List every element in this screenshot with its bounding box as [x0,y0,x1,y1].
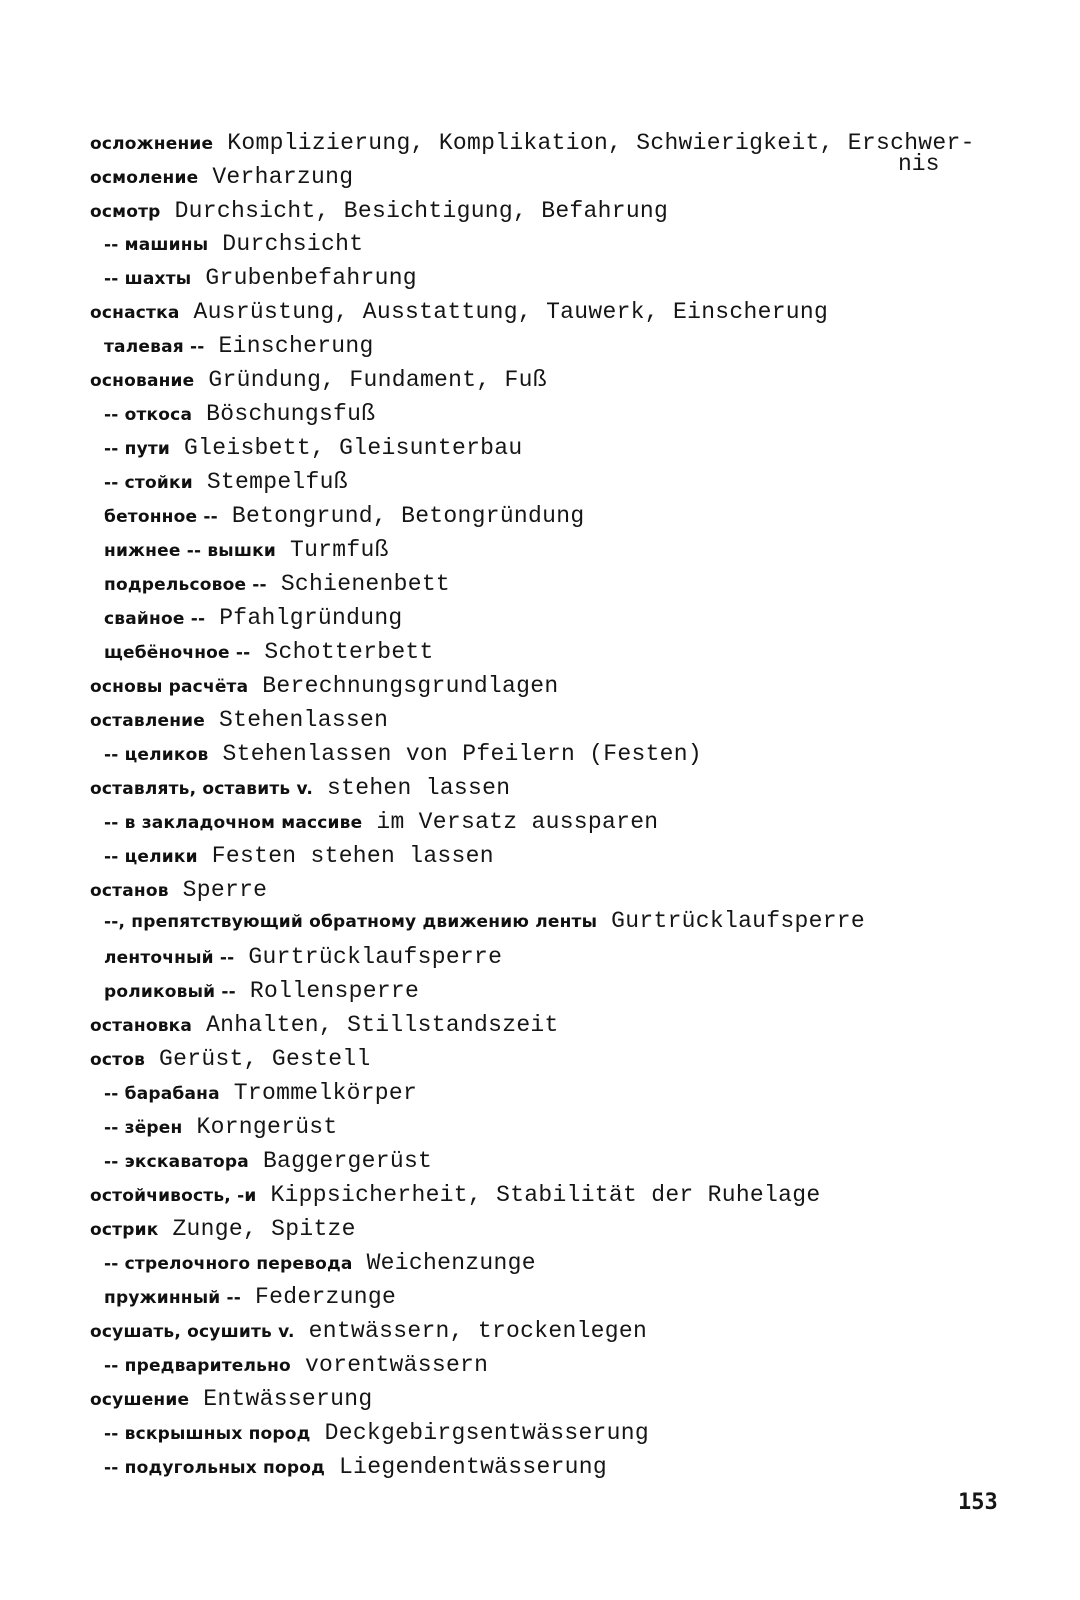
german-translation: Sperre [182,877,268,903]
entry [90,773,510,803]
german-translation: Einscherung [218,333,374,359]
subentry [104,1452,607,1482]
russian-term: основы расчёта [90,677,249,697]
entry [90,297,828,327]
russian-term: -- шахты [104,269,192,289]
german-translation: Betongrund, Betongründung [231,503,585,529]
entry [90,128,975,158]
entry [90,1316,647,1346]
german-translation: Durchsicht, Besichtigung, Befahrung [174,198,669,224]
subentry [104,807,658,837]
german-translation: Berechnungsgrundlagen [262,673,559,699]
russian-term: оснастка [90,303,180,323]
russian-term: осмоление [90,168,199,188]
russian-term: оставление [90,711,206,731]
russian-term: основание [90,371,195,391]
russian-term: -- в закладочном массиве [104,813,363,833]
german-translation: Gerüst, Gestell [159,1046,371,1072]
german-translation: Liegendentwässerung [339,1454,607,1480]
german-translation: Ausrüstung, Ausstattung, Tauwerk, Einscherung [193,299,829,325]
entry [90,1010,559,1040]
german-translation: Böschungsfuß [206,401,376,427]
russian-term: -- стойки [104,473,193,493]
german-translation: Deckgebirgsentwässerung [324,1420,649,1446]
subentry [104,569,450,599]
german-translation: Festen stehen lassen [211,843,494,869]
entry [90,1180,820,1210]
russian-term: -- зёрен [104,1118,183,1138]
subentry [104,535,389,565]
german-translation: Zunge, Spitze [172,1216,356,1242]
entry [90,671,558,701]
subentry [104,603,403,633]
russian-term: ленточный -- [104,948,235,968]
entry [90,1384,372,1414]
german-translation: Durchsicht [222,231,364,257]
german-translation: Baggergerüst [262,1148,433,1174]
russian-term: остойчивость, -и [90,1186,257,1206]
german-translation: Gründung, Fundament, Fuß [208,367,547,393]
russian-term: пружинный -- [104,1288,242,1308]
german-translation: stehen lassen [327,775,511,801]
russian-term: -- пути [104,439,171,459]
russian-term: роликовый -- [104,982,236,1002]
russian-term: -- подугольных пород [104,1458,326,1478]
russian-term: осмотр [90,202,161,222]
russian-term: остановка [90,1016,193,1036]
russian-term: -- вскрышных пород [104,1424,311,1444]
german-translation: Komplizierung, Komplikation, Schwierigkeit, Erschwer- [227,130,975,156]
subentry [104,906,865,936]
russian-term: осложнение [90,134,214,154]
german-translation: Grubenbefahrung [205,265,417,291]
russian-term: -- барабана [104,1084,220,1104]
entry [90,196,668,226]
subentry [104,976,419,1006]
german-translation: Verharzung [212,164,354,190]
german-translation: Schotterbett [264,639,434,665]
entry [90,1044,371,1074]
subentry [104,739,702,769]
russian-term: останов [90,881,169,901]
german-translation: Anhalten, Stillstandszeit [206,1012,559,1038]
german-translation: Korngerüst [196,1114,338,1140]
subentry [104,433,523,463]
page-number: 153 [958,1490,998,1515]
wrapped-fragment: nis [898,151,940,177]
russian-term: нижнее -- вышки [104,541,276,561]
german-translation: Trommelkörper [233,1080,418,1106]
german-translation: Federzunge [255,1284,397,1310]
russian-term: оставлять, оставить v. [90,779,314,799]
german-translation: Pfahlgründung [219,605,403,631]
german-translation: Weichenzunge [366,1250,536,1276]
german-translation: Schienenbett [280,571,451,597]
russian-term: -- предварительно [104,1356,291,1376]
subentry [104,399,375,429]
german-translation: vorentwässern [304,1352,489,1378]
subentry [104,1418,649,1448]
subentry [104,1078,417,1108]
german-translation: Stehenlassen von Pfeilern (Festen) [222,741,702,767]
subentry [104,942,502,972]
german-translation: im Versatz aussparen [376,809,659,835]
entry [90,875,267,905]
subentry [104,501,584,531]
russian-term: щебёночное -- [104,643,251,663]
russian-term: осушение [90,1390,190,1410]
subentry [104,1282,396,1312]
subentry [104,1350,488,1380]
subentry [104,1248,536,1278]
subentry [104,841,494,871]
russian-term: свайное -- [104,609,206,629]
russian-term: бетонное -- [104,507,218,527]
subentry [104,1112,338,1142]
subentry [104,229,363,259]
russian-term: острик [90,1220,159,1240]
subentry [104,331,374,361]
russian-term: -- целиков [104,745,209,765]
russian-term: -- стрелочного перевода [104,1254,353,1274]
subentry [104,1146,432,1176]
german-translation: Stehenlassen [219,707,389,733]
german-translation: Entwässerung [203,1386,373,1412]
russian-term: -- целики [104,847,198,867]
subentry [104,467,348,497]
russian-term: -- откоса [104,405,193,425]
subentry [104,637,434,667]
russian-term: -- экскаватора [104,1152,249,1172]
entry [90,1214,356,1244]
subentry [104,263,417,293]
russian-term: -- машины [104,235,209,255]
russian-term: остов [90,1050,146,1070]
german-translation: Gleisbett, Gleisunterbau [184,435,523,461]
russian-term: осушать, осушить v. [90,1322,295,1342]
german-translation: Gurtrücklaufsperre [611,908,865,934]
entry [90,365,547,395]
german-translation: Rollensperre [249,978,420,1004]
german-translation: Gurtrücklaufsperre [248,944,503,970]
german-translation: Stempelfuß [206,469,348,495]
german-translation: Kippsicherheit, Stabilität der Ruhelage [270,1182,821,1208]
russian-term: талевая -- [104,337,205,357]
russian-term: --, препятствующий обратному движению ленты [104,912,598,932]
german-translation: entwässern, trockenlegen [308,1318,648,1344]
german-translation: Turmfuß [289,537,389,563]
russian-term: подрельсовое -- [104,575,267,595]
entry [90,705,388,735]
entry [90,162,353,192]
